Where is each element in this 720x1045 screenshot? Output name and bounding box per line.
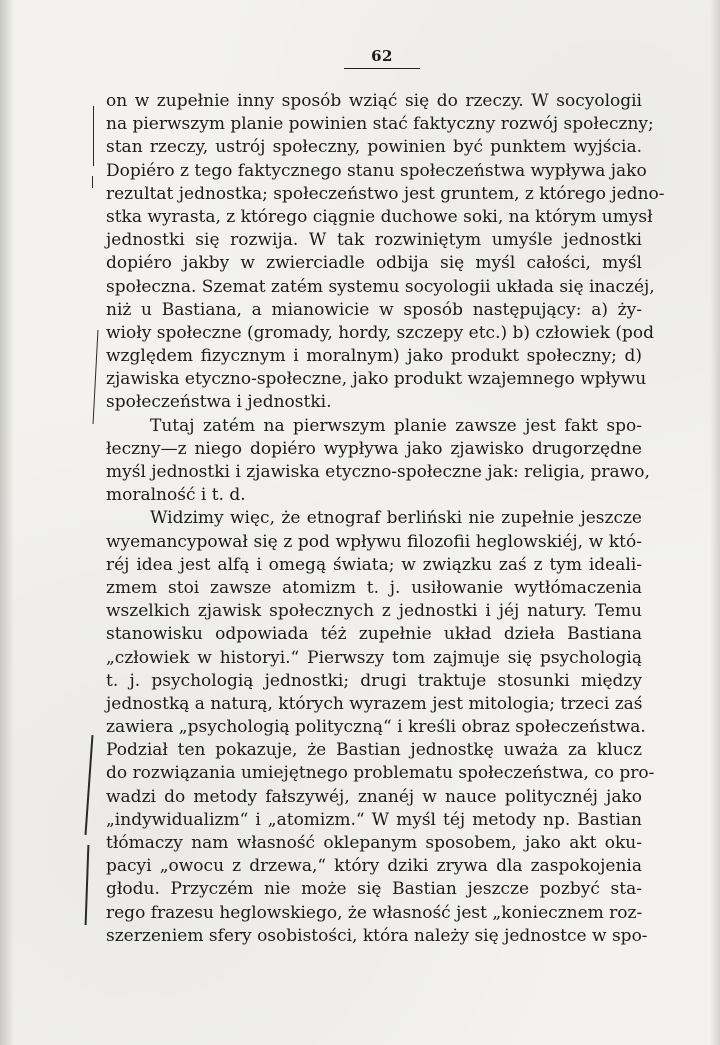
text-line: zmem stoi zawsze atomizm t. j. usiłowanie wytłómaczenia (106, 577, 642, 598)
text-line: wyemancypował się z pod wpływu filozofii heglowskiéj, w któ- (106, 531, 642, 552)
text-line: rezultat jednostka; społeczeństwo jest gruntem, z którego jedno- (106, 183, 665, 204)
margin-mark (93, 106, 94, 166)
text-line: jednostką a naturą, których wyrazem jest mitologia; trzeci zaś (106, 693, 643, 714)
page-number: 62 (371, 47, 393, 65)
text-line: moralność i t. d. (106, 485, 246, 506)
margin-mark (85, 845, 90, 925)
text-line: społeczeństwa i jednostki. (106, 392, 332, 413)
text-line: réj idea jest alfą i omegą świata; w związku zaś z tym ideali- (106, 554, 642, 575)
text-line: wioły społeczne (gromady, hordy, szczepy etc.) b) człowiek (pod (106, 322, 655, 343)
text-line: stanowisku odpowiada téż zupełnie układ dzieła Bastiana (106, 624, 642, 645)
page-number-rule (344, 68, 420, 69)
margin-mark (92, 176, 93, 188)
text-line: wszelkich zjawisk społecznych z jednostki i jéj natury. Temu (106, 601, 642, 622)
text-line: jednostki się rozwija. W tak rozwiniętym umyśle jednostki (106, 230, 642, 251)
text-line: tłómaczy nam własność oklepanym sposobem, jako akt oku- (106, 833, 642, 853)
text-line: dopiéro jakby w zwierciadle odbija się myśl całości, myśl (106, 253, 642, 274)
margin-mark (85, 735, 94, 835)
margin-mark (93, 330, 99, 424)
text-line: Dopiéro z tego faktycznego stanu społeczeństwa wypływa jako (106, 160, 647, 181)
text-line: do rozwiązania umiejętnego problematu społeczeństwa, co pro- (106, 763, 655, 784)
text-line: względem fizycznym i moralnym) jako produkt społeczny; d) (106, 346, 642, 367)
text-line: Tutaj zatém na pierwszym planie zawsze jest fakt spo- (150, 415, 642, 436)
text-line: Podział ten pokazuje, że Bastian jednostkę uważa za klucz (106, 740, 642, 761)
text-line: „człowiek w historyi.“ Pierwszy tom zajmuje się psychologią (106, 647, 642, 668)
text-line: wadzi do metody fałszywéj, znanéj w nauce politycznéj jako (106, 786, 642, 807)
text-line: zjawiska etyczno-społeczne, jako produkt wzajemnego wpływu (106, 369, 647, 390)
text-line: stka wyrasta, z którego ciągnie duchowe soki, na którym umysł (106, 206, 653, 227)
text-line: głodu. Przyczém nie może się Bastian jeszcze pozbyć sta- (106, 879, 642, 900)
text-line: na pierwszym planie powinien stać faktyczny rozwój społeczny; (106, 114, 654, 135)
text-line: pacyi „owocu z drzewa,“ który dziki zrywa dla zaspokojenia (106, 856, 642, 877)
page-left-edge-shadow (0, 0, 14, 1045)
text-line: społeczna. Szemat zatém systemu socyologii układa się inaczéj, (106, 276, 655, 297)
text-line: stan rzeczy, ustrój społeczny, powinien być punktem wyjścia. (106, 137, 642, 158)
body-text (106, 90, 665, 948)
text-line: rego frazesu heglowskiego, że własność jest „koniecznem roz- (106, 902, 643, 923)
text-line: niż u Bastiana, a mianowicie w sposób następujący: a) ży- (106, 299, 642, 320)
text-line: Widzimy więc, że etnograf berliński nie zupełnie jeszcze (150, 508, 642, 529)
text-line: szerzeniem sfery osobistości, która należy się jednostce w spo- (106, 925, 648, 946)
text-line: „indywidualizm“ i „atomizm.“ W myśl téj metody np. Bastian (106, 809, 642, 830)
text-line: zawiera „psychologią polityczną“ i kreśli obraz społeczeństwa. (106, 717, 646, 738)
text-line: myśl jednostki i zjawiska etyczno-społeczne jak: religia, prawo, (106, 462, 650, 482)
text-line: łeczny—z niego dopiéro wypływa jako zjawisko drugorzędne (106, 438, 642, 459)
page-right-edge-shadow (710, 0, 720, 1045)
text-line: t. j. psychologią jednostki; drugi traktuje stosunki między (106, 670, 642, 691)
text-line: on w zupełnie inny sposób wziąć się do rzeczy. W socyologii (106, 91, 642, 111)
